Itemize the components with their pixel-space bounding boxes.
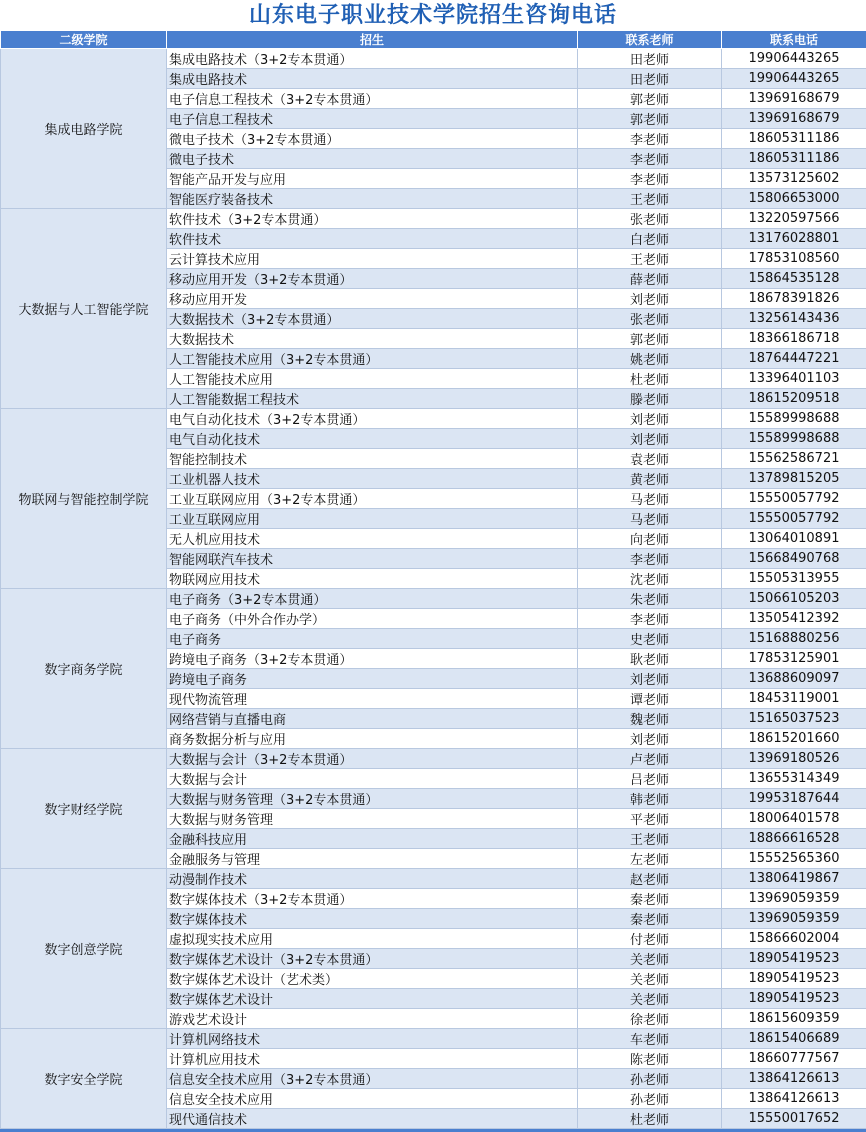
major-cell: 移动应用开发（3+2专本贯通） bbox=[167, 269, 578, 289]
phone-cell: 18905419523 bbox=[722, 989, 866, 1009]
header-teacher: 联系老师 bbox=[578, 31, 722, 49]
phone-cell: 13176028801 bbox=[722, 229, 866, 249]
phone-cell: 19953187644 bbox=[722, 789, 866, 809]
major-cell: 智能医疗装备技术 bbox=[167, 189, 578, 209]
major-cell: 电子商务 bbox=[167, 629, 578, 649]
header-row bbox=[1, 31, 866, 49]
header-phone: 联系电话 bbox=[722, 31, 866, 49]
phone-cell: 15550017652 bbox=[722, 1109, 866, 1129]
phone-cell: 13256143436 bbox=[722, 309, 866, 329]
teacher-cell: 沈老师 bbox=[578, 569, 722, 589]
phone-cell: 18366186718 bbox=[722, 329, 866, 349]
teacher-cell: 马老师 bbox=[578, 489, 722, 509]
major-cell: 数字媒体技术（3+2专本贯通） bbox=[167, 889, 578, 909]
teacher-cell: 关老师 bbox=[578, 949, 722, 969]
major-cell: 网络营销与直播电商 bbox=[167, 709, 578, 729]
major-cell: 数字媒体艺术设计（艺术类） bbox=[167, 969, 578, 989]
major-cell: 电气自动化技术（3+2专本贯通） bbox=[167, 409, 578, 429]
teacher-cell: 白老师 bbox=[578, 229, 722, 249]
teacher-cell: 向老师 bbox=[578, 529, 722, 549]
major-cell: 无人机应用技术 bbox=[167, 529, 578, 549]
phone-cell: 18905419523 bbox=[722, 949, 866, 969]
college-cell: 数字安全学院 bbox=[1, 1029, 167, 1129]
college-cell: 物联网与智能控制学院 bbox=[1, 409, 167, 589]
phone-cell: 15505313955 bbox=[722, 569, 866, 589]
teacher-cell: 关老师 bbox=[578, 969, 722, 989]
teacher-cell: 李老师 bbox=[578, 549, 722, 569]
phone-cell: 13806419867 bbox=[722, 869, 866, 889]
phone-cell: 13573125602 bbox=[722, 169, 866, 189]
major-cell: 现代物流管理 bbox=[167, 689, 578, 709]
phone-cell: 18615406689 bbox=[722, 1029, 866, 1049]
teacher-cell: 郭老师 bbox=[578, 329, 722, 349]
teacher-cell: 付老师 bbox=[578, 929, 722, 949]
teacher-cell: 刘老师 bbox=[578, 729, 722, 749]
major-cell: 工业互联网应用（3+2专本贯通） bbox=[167, 489, 578, 509]
phone-cell: 18678391826 bbox=[722, 289, 866, 309]
college-cell: 数字财经学院 bbox=[1, 749, 167, 869]
major-cell: 智能网联汽车技术 bbox=[167, 549, 578, 569]
major-cell: 工业机器人技术 bbox=[167, 469, 578, 489]
major-cell: 数字媒体技术 bbox=[167, 909, 578, 929]
major-cell: 智能产品开发与应用 bbox=[167, 169, 578, 189]
phone-cell: 13220597566 bbox=[722, 209, 866, 229]
major-cell: 集成电路技术 bbox=[167, 69, 578, 89]
major-cell: 金融服务与管理 bbox=[167, 849, 578, 869]
teacher-cell: 秦老师 bbox=[578, 909, 722, 929]
phone-cell: 13864126613 bbox=[722, 1089, 866, 1109]
teacher-cell: 耿老师 bbox=[578, 649, 722, 669]
major-cell: 大数据与财务管理（3+2专本贯通） bbox=[167, 789, 578, 809]
major-cell: 大数据与会计 bbox=[167, 769, 578, 789]
phone-cell: 13969059359 bbox=[722, 909, 866, 929]
phone-cell: 18006401578 bbox=[722, 809, 866, 829]
major-cell: 虚拟现实技术应用 bbox=[167, 929, 578, 949]
table-row bbox=[1, 409, 866, 429]
phone-cell: 18660777567 bbox=[722, 1049, 866, 1069]
phone-cell: 13789815205 bbox=[722, 469, 866, 489]
header-major: 招生 bbox=[167, 31, 578, 49]
major-cell: 电子信息工程技术（3+2专本贯通） bbox=[167, 89, 578, 109]
teacher-cell: 李老师 bbox=[578, 609, 722, 629]
phone-cell: 15562586721 bbox=[722, 449, 866, 469]
table-row bbox=[1, 49, 866, 69]
phone-cell: 13688609097 bbox=[722, 669, 866, 689]
teacher-cell: 田老师 bbox=[578, 69, 722, 89]
teacher-cell: 韩老师 bbox=[578, 789, 722, 809]
teacher-cell: 黄老师 bbox=[578, 469, 722, 489]
phone-cell: 18615201660 bbox=[722, 729, 866, 749]
page-title: 山东电子职业技术学院招生咨询电话 bbox=[0, 0, 866, 30]
table-row bbox=[1, 1029, 866, 1049]
teacher-cell: 郭老师 bbox=[578, 89, 722, 109]
phone-cell: 18615209518 bbox=[722, 389, 866, 409]
teacher-cell: 张老师 bbox=[578, 209, 722, 229]
contact-table bbox=[0, 30, 866, 1129]
major-cell: 跨境电子商务 bbox=[167, 669, 578, 689]
teacher-cell: 郭老师 bbox=[578, 109, 722, 129]
college-cell: 数字创意学院 bbox=[1, 869, 167, 1029]
table-row bbox=[1, 209, 866, 229]
phone-cell: 19906443265 bbox=[722, 49, 866, 69]
table-body bbox=[1, 49, 866, 1129]
phone-cell: 13969059359 bbox=[722, 889, 866, 909]
teacher-cell: 李老师 bbox=[578, 149, 722, 169]
phone-cell: 18605311186 bbox=[722, 129, 866, 149]
major-cell: 人工智能技术应用 bbox=[167, 369, 578, 389]
teacher-cell: 左老师 bbox=[578, 849, 722, 869]
major-cell: 数字媒体艺术设计（3+2专本贯通） bbox=[167, 949, 578, 969]
teacher-cell: 赵老师 bbox=[578, 869, 722, 889]
teacher-cell: 陈老师 bbox=[578, 1049, 722, 1069]
phone-cell: 15550057792 bbox=[722, 509, 866, 529]
header-college: 二级学院 bbox=[1, 31, 167, 49]
phone-cell: 13864126613 bbox=[722, 1069, 866, 1089]
teacher-cell: 田老师 bbox=[578, 49, 722, 69]
major-cell: 工业互联网应用 bbox=[167, 509, 578, 529]
major-cell: 电气自动化技术 bbox=[167, 429, 578, 449]
major-cell: 信息安全技术应用 bbox=[167, 1089, 578, 1109]
teacher-cell: 滕老师 bbox=[578, 389, 722, 409]
phone-cell: 13064010891 bbox=[722, 529, 866, 549]
teacher-cell: 史老师 bbox=[578, 629, 722, 649]
phone-cell: 13505412392 bbox=[722, 609, 866, 629]
teacher-cell: 刘老师 bbox=[578, 289, 722, 309]
phone-cell: 17853108560 bbox=[722, 249, 866, 269]
table-row bbox=[1, 589, 866, 609]
college-cell: 集成电路学院 bbox=[1, 49, 167, 209]
major-cell: 云计算技术应用 bbox=[167, 249, 578, 269]
phone-cell: 19906443265 bbox=[722, 69, 866, 89]
major-cell: 数字媒体艺术设计 bbox=[167, 989, 578, 1009]
phone-cell: 13969180526 bbox=[722, 749, 866, 769]
table-row bbox=[1, 869, 866, 889]
major-cell: 计算机应用技术 bbox=[167, 1049, 578, 1069]
major-cell: 微电子技术（3+2专本贯通） bbox=[167, 129, 578, 149]
table-row bbox=[1, 749, 866, 769]
major-cell: 现代通信技术 bbox=[167, 1109, 578, 1129]
teacher-cell: 刘老师 bbox=[578, 409, 722, 429]
phone-cell: 15552565360 bbox=[722, 849, 866, 869]
teacher-cell: 李老师 bbox=[578, 129, 722, 149]
phone-cell: 18615609359 bbox=[722, 1009, 866, 1029]
phone-cell: 18453119001 bbox=[722, 689, 866, 709]
major-cell: 集成电路技术（3+2专本贯通） bbox=[167, 49, 578, 69]
phone-cell: 13969168679 bbox=[722, 109, 866, 129]
teacher-cell: 秦老师 bbox=[578, 889, 722, 909]
major-cell: 电子商务（中外合作办学） bbox=[167, 609, 578, 629]
teacher-cell: 李老师 bbox=[578, 169, 722, 189]
teacher-cell: 王老师 bbox=[578, 829, 722, 849]
major-cell: 游戏艺术设计 bbox=[167, 1009, 578, 1029]
major-cell: 微电子技术 bbox=[167, 149, 578, 169]
major-cell: 人工智能技术应用（3+2专本贯通） bbox=[167, 349, 578, 369]
phone-cell: 15864535128 bbox=[722, 269, 866, 289]
teacher-cell: 张老师 bbox=[578, 309, 722, 329]
teacher-cell: 姚老师 bbox=[578, 349, 722, 369]
teacher-cell: 徐老师 bbox=[578, 1009, 722, 1029]
major-cell: 大数据技术 bbox=[167, 329, 578, 349]
phone-cell: 18605311186 bbox=[722, 149, 866, 169]
phone-cell: 15589998688 bbox=[722, 409, 866, 429]
phone-cell: 18764447221 bbox=[722, 349, 866, 369]
major-cell: 大数据技术（3+2专本贯通） bbox=[167, 309, 578, 329]
teacher-cell: 卢老师 bbox=[578, 749, 722, 769]
major-cell: 电子信息工程技术 bbox=[167, 109, 578, 129]
teacher-cell: 刘老师 bbox=[578, 429, 722, 449]
major-cell: 物联网应用技术 bbox=[167, 569, 578, 589]
teacher-cell: 谭老师 bbox=[578, 689, 722, 709]
phone-cell: 18905419523 bbox=[722, 969, 866, 989]
college-cell: 数字商务学院 bbox=[1, 589, 167, 749]
phone-cell: 15589998688 bbox=[722, 429, 866, 449]
teacher-cell: 薛老师 bbox=[578, 269, 722, 289]
phone-cell: 15550057792 bbox=[722, 489, 866, 509]
teacher-cell: 王老师 bbox=[578, 189, 722, 209]
teacher-cell: 马老师 bbox=[578, 509, 722, 529]
teacher-cell: 孙老师 bbox=[578, 1089, 722, 1109]
phone-cell: 15806653000 bbox=[722, 189, 866, 209]
major-cell: 软件技术（3+2专本贯通） bbox=[167, 209, 578, 229]
phone-cell: 18866616528 bbox=[722, 829, 866, 849]
teacher-cell: 刘老师 bbox=[578, 669, 722, 689]
major-cell: 大数据与财务管理 bbox=[167, 809, 578, 829]
college-cell: 大数据与人工智能学院 bbox=[1, 209, 167, 409]
phone-cell: 13655314349 bbox=[722, 769, 866, 789]
phone-cell: 15866602004 bbox=[722, 929, 866, 949]
teacher-cell: 杜老师 bbox=[578, 369, 722, 389]
phone-cell: 15168880256 bbox=[722, 629, 866, 649]
major-cell: 人工智能数据工程技术 bbox=[167, 389, 578, 409]
teacher-cell: 孙老师 bbox=[578, 1069, 722, 1089]
major-cell: 商务数据分析与应用 bbox=[167, 729, 578, 749]
major-cell: 金融科技应用 bbox=[167, 829, 578, 849]
teacher-cell: 袁老师 bbox=[578, 449, 722, 469]
major-cell: 智能控制技术 bbox=[167, 449, 578, 469]
major-cell: 移动应用开发 bbox=[167, 289, 578, 309]
phone-cell: 15165037523 bbox=[722, 709, 866, 729]
major-cell: 信息安全技术应用（3+2专本贯通） bbox=[167, 1069, 578, 1089]
phone-cell: 13396401103 bbox=[722, 369, 866, 389]
teacher-cell: 车老师 bbox=[578, 1029, 722, 1049]
teacher-cell: 吕老师 bbox=[578, 769, 722, 789]
phone-cell: 13969168679 bbox=[722, 89, 866, 109]
major-cell: 计算机网络技术 bbox=[167, 1029, 578, 1049]
teacher-cell: 魏老师 bbox=[578, 709, 722, 729]
phone-cell: 15066105203 bbox=[722, 589, 866, 609]
major-cell: 大数据与会计（3+2专本贯通） bbox=[167, 749, 578, 769]
major-cell: 跨境电子商务（3+2专本贯通） bbox=[167, 649, 578, 669]
major-cell: 动漫制作技术 bbox=[167, 869, 578, 889]
teacher-cell: 平老师 bbox=[578, 809, 722, 829]
major-cell: 软件技术 bbox=[167, 229, 578, 249]
phone-cell: 17853125901 bbox=[722, 649, 866, 669]
teacher-cell: 杜老师 bbox=[578, 1109, 722, 1129]
major-cell: 电子商务（3+2专本贯通） bbox=[167, 589, 578, 609]
teacher-cell: 朱老师 bbox=[578, 589, 722, 609]
teacher-cell: 王老师 bbox=[578, 249, 722, 269]
teacher-cell: 关老师 bbox=[578, 989, 722, 1009]
phone-cell: 15668490768 bbox=[722, 549, 866, 569]
